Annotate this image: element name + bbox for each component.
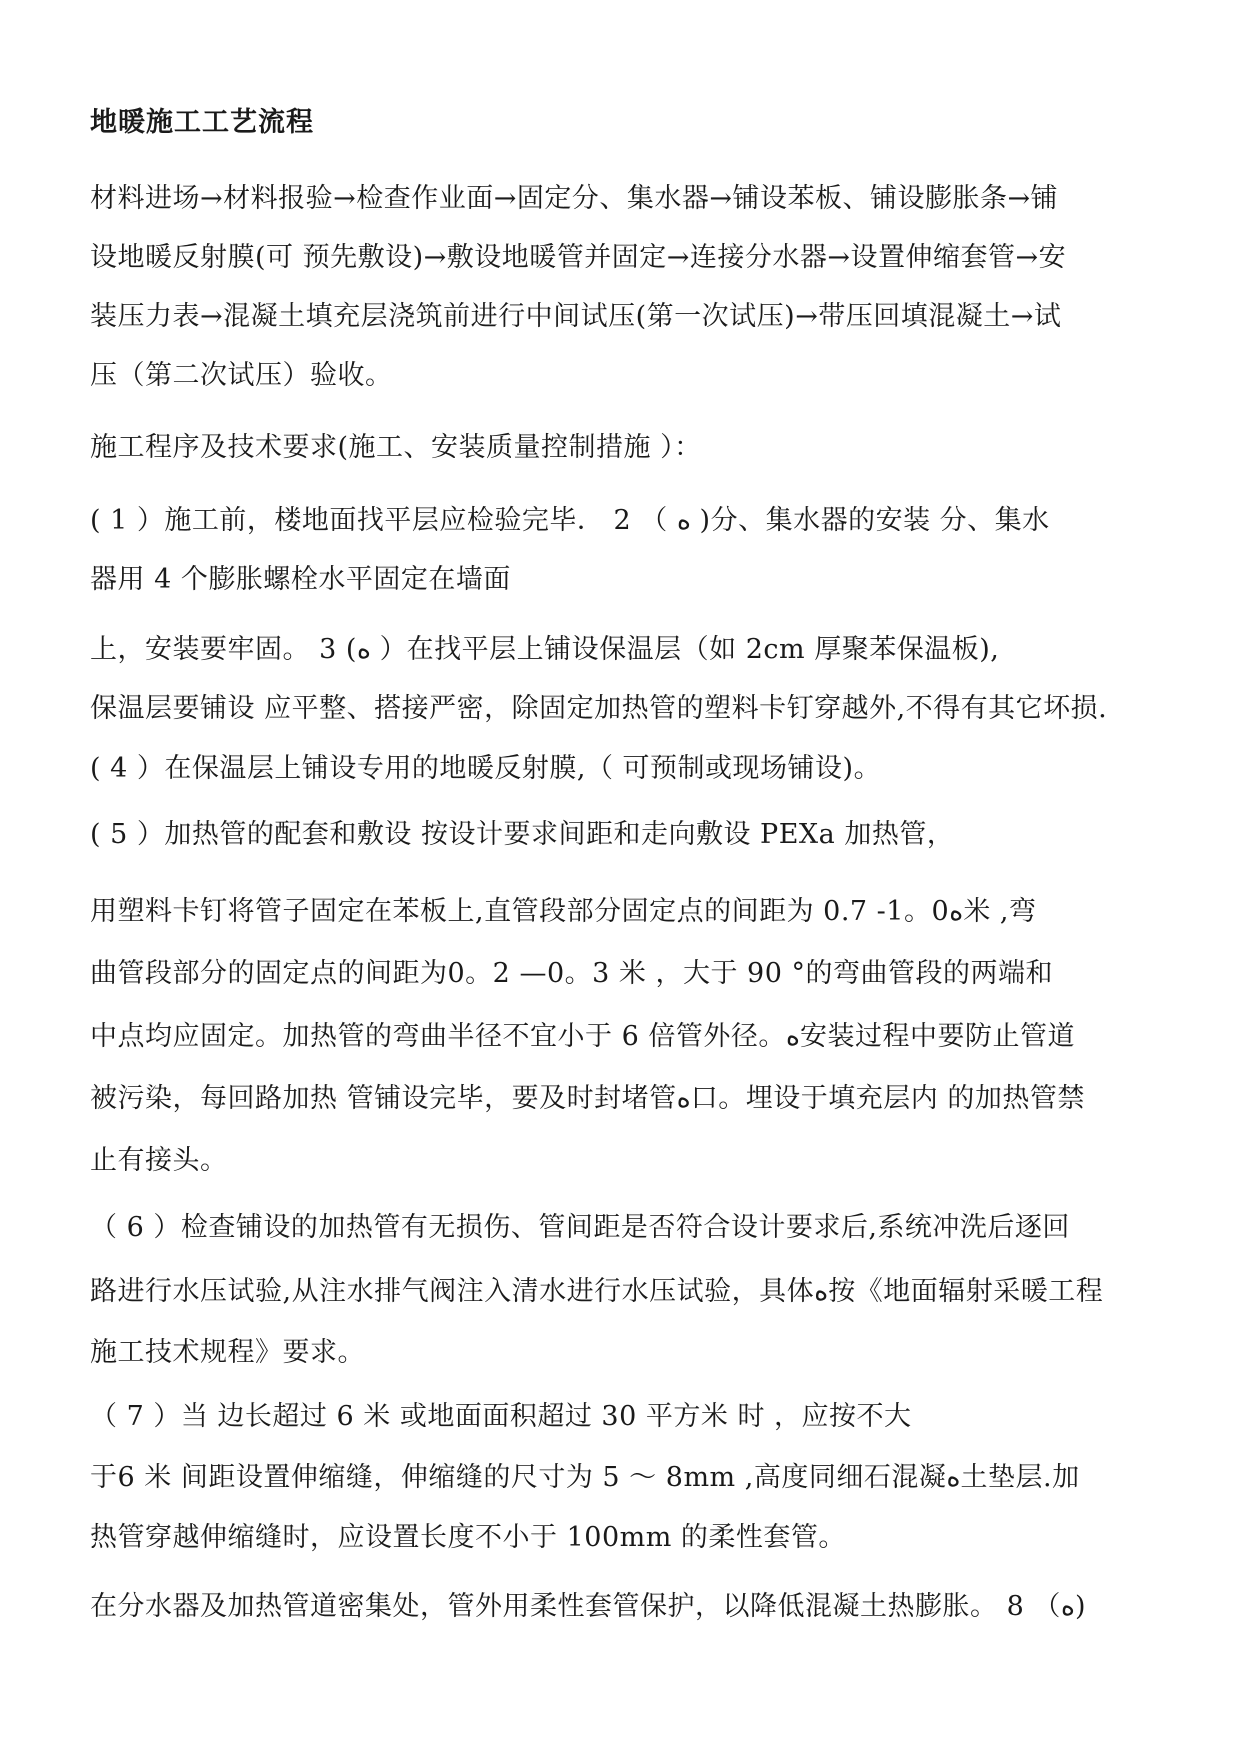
text-line: 于6 米 间距设置伸缩缝，伸缩缝的尺寸为 5 ～ 8mm ,高度同细石混凝ه土垫层.加 bbox=[90, 1462, 1080, 1493]
text-line: 施工技术规程》要求。 bbox=[90, 1337, 365, 1368]
text-line: 器用 4 个膨胀螺栓水平固定在墙面 bbox=[90, 564, 511, 595]
text-line: 在分水器及加热管道密集处，管外用柔性套管保护，以降低混凝土热膨胀。 8 （ه) bbox=[90, 1591, 1086, 1622]
text-line: 曲管段部分的固定点的间距为0。2 —0。3 米 ，大于 90 °的弯曲管段的两端和 bbox=[90, 958, 1053, 989]
text-line: 装压力表→混凝土填充层浇筑前进行中间试压(第一次试压)→带压回填混凝土→试 bbox=[90, 301, 1062, 332]
text-line: ( 4 ）在保温层上铺设专用的地暖反射膜,（ 可预制或现场铺设)。 bbox=[90, 753, 882, 784]
text-line: 设地暖反射膜(可 预先敷设)→敷设地暖管并固定→连接分水器→设置伸缩套管→安 bbox=[90, 242, 1067, 273]
text-line: 被污染，每回路加热 管铺设完毕，要及时封堵管ه口。埋设于填充层内 的加热管禁 bbox=[90, 1083, 1085, 1114]
text-line: 上，安装要牢固。 3 (ه ）在找平层上铺设保温层（如 2cm 厚聚苯保温板), bbox=[90, 634, 1000, 665]
text-line: （ 6 ）检查铺设的加热管有无损伤、管间距是否符合设计要求后,系统冲洗后逐回 bbox=[90, 1212, 1070, 1243]
text-line: 保温层要铺设 应平整、搭接严密，除固定加热管的塑料卡钉穿越外,不得有其它坏损. bbox=[90, 693, 1108, 724]
text-line: 压（第二次试压）验收。 bbox=[90, 360, 393, 391]
text-line: 用塑料卡钉将管子固定在苯板上,直管段部分固定点的间距为 0.7 -1。0ه米 ,弯 bbox=[90, 896, 1037, 927]
text-line: 中点均应固定。加热管的弯曲半径不宜小于 6 倍管外径。ه安装过程中要防止管道 bbox=[90, 1021, 1075, 1052]
section-heading: 施工程序及技术要求(施工、安装质量控制措施 ）： bbox=[90, 432, 702, 463]
text-line: ( 5 ）加热管的配套和敷设 按设计要求间距和走向敷设 PEXa 加热管， bbox=[90, 819, 955, 850]
text-line: 止有接头。 bbox=[90, 1145, 228, 1176]
text-line: 热管穿越伸缩缝时，应设置长度不小于 100mm 的柔性套管。 bbox=[90, 1522, 846, 1553]
text-line: 路进行水压试验,从注水排气阀注入清水进行水压试验，具体ه按《地面辐射采暖工程 bbox=[90, 1276, 1104, 1307]
text-line: 材料进场→材料报验→检查作业面→固定分、集水器→铺设苯板、铺设膨胀条→铺 bbox=[90, 183, 1059, 214]
document-title: 地暖施工工艺流程 bbox=[90, 107, 314, 138]
text-line: ( 1 ）施工前，楼地面找平层应检验完毕． 2 （ ه )分、集水器的安装 分、集水 bbox=[90, 505, 1050, 536]
text-line: （ 7 ）当 边长超过 6 米 或地面面积超过 30 平方米 时 ，应按不大 bbox=[90, 1401, 912, 1432]
